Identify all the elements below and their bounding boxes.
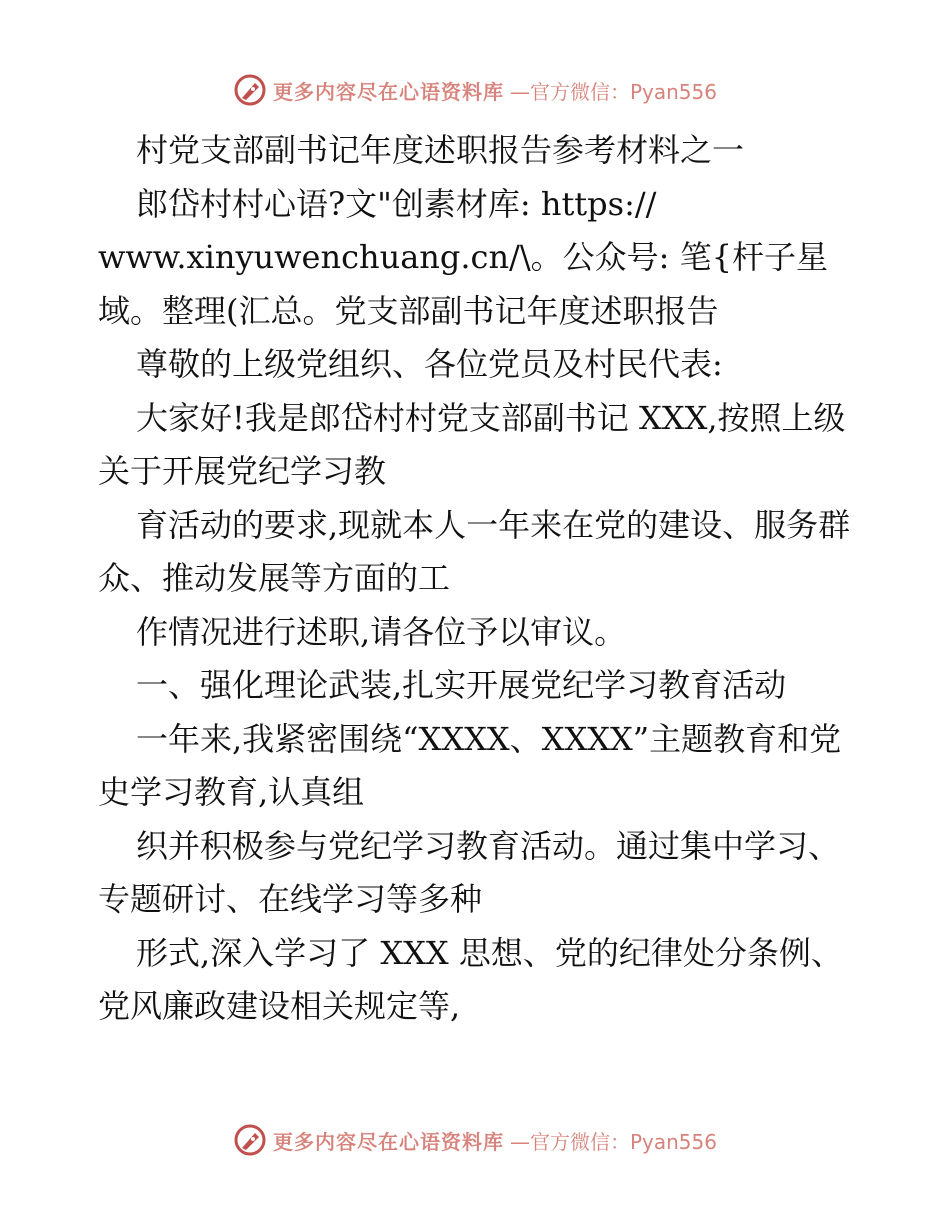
section-heading: 一、强化理论武装,扎实开展党纪学习教育活动 xyxy=(136,666,787,704)
paragraph-body: 形式,深入学习了 XXX 思想、党的纪律处分条例、党风廉政建设相关规定等, xyxy=(98,933,843,1025)
header-watermark-banner xyxy=(0,70,950,110)
banner-sub-text: —官方微信：Pyan556 xyxy=(509,1129,717,1154)
pen-nib-logo-icon xyxy=(233,73,267,107)
paragraph-salutation: 尊敬的上级党组织、各位党员及村民代表: xyxy=(136,345,723,383)
paragraph-body: 织并积极参与党纪学习教育活动。通过集中学习、专题研讨、在线学习等多种 xyxy=(98,826,841,918)
banner-sub-text: —官方微信：Pyan556 xyxy=(509,79,717,104)
document-body xyxy=(98,124,858,1034)
paragraph-title: 村党支部副书记年度述职报告参考材料之一 xyxy=(136,131,745,169)
pen-nib-logo-icon xyxy=(233,1123,267,1157)
paragraph-body: 一年来,我紧密围绕“XXXX、XXXX”主题教育和党史学习教育,认真组 xyxy=(98,719,842,811)
paragraph-source-note: 郎岱村村心语?文"创素材库: https:// www.xinyuwenchuang.cn/\。公众号: 笔{杆子星域。整理(汇总。党支部副书记年度述职报告 xyxy=(98,184,828,330)
paragraph-body: 作情况进行述职,请各位予以审议。 xyxy=(136,612,627,651)
footer-watermark-banner xyxy=(0,1120,950,1160)
banner-main-text: 更多内容尽在心语资料库 xyxy=(272,1129,504,1154)
paragraph-greeting: 大家好!我是郎岱村村党支部副书记 XXX,按照上级关于开展党纪学习教 xyxy=(98,398,846,490)
banner-main-text: 更多内容尽在心语资料库 xyxy=(272,79,504,104)
paragraph-body: 育活动的要求,现就本人一年来在党的建设、服务群众、推动发展等方面的工 xyxy=(98,505,851,597)
